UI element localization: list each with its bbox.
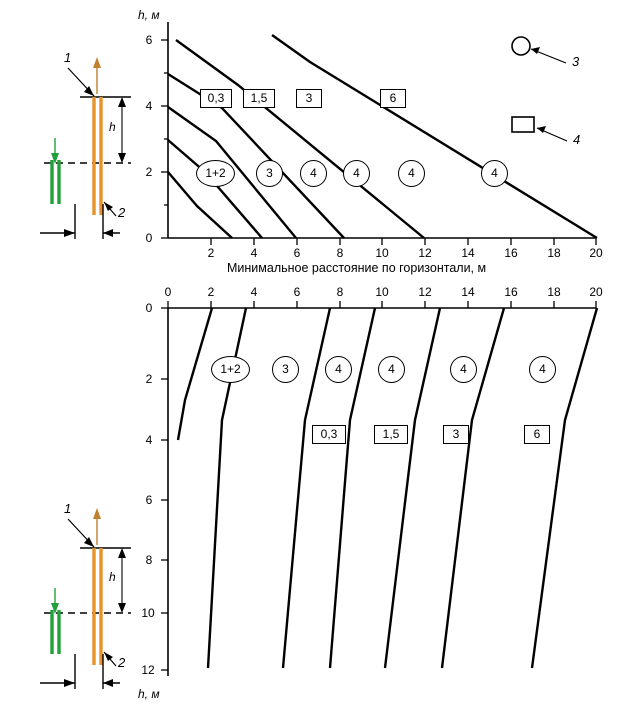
bottom-y-tick-0: 0 [145, 301, 153, 315]
top-diagram-h-label: h [109, 120, 116, 134]
top-x-tick-2: 2 [207, 246, 215, 260]
bottom-x-tick-18: 18 [547, 285, 561, 299]
bottom-circle-label-5: 4 [529, 356, 556, 383]
top-x-tick-20: 20 [589, 246, 603, 260]
top-x-tick-4: 4 [250, 246, 258, 260]
bottom-y-tick-12: 12 [141, 663, 155, 677]
top-circle-label-4: 4 [398, 160, 425, 187]
bottom-circle-label-0: 1+2 [211, 356, 250, 383]
bottom-x-tick-4: 4 [250, 285, 258, 299]
legend-circle-symbol [512, 37, 530, 55]
top-y-tick-6: 6 [145, 33, 153, 47]
bottom-diagram-h-dimension [118, 548, 126, 613]
bottom-y-tick-8: 8 [145, 553, 153, 567]
bottom-circle-label-2: 4 [325, 356, 352, 383]
bottom-x-tick-14: 14 [461, 285, 475, 299]
top-box-label-3: 6 [380, 89, 406, 108]
bottom-x-tick-12: 12 [418, 285, 432, 299]
bottom-x-tick-10: 10 [375, 285, 389, 299]
top-diagram-callout1-leader [68, 68, 94, 96]
legend-square-symbol [512, 117, 534, 132]
bottom-diagram-callout-1: 1 [64, 501, 72, 516]
bottom-box-label-0: 0,3 [312, 425, 346, 444]
bottom-diagram-orange-arrow [93, 508, 101, 545]
bottom-y-tick-4: 4 [145, 433, 153, 447]
top-circle-label-0: 1+2 [196, 160, 235, 187]
top-y-tick-4: 4 [145, 99, 153, 113]
top-y-tick-2: 2 [145, 165, 153, 179]
bottom-box-label-2: 3 [443, 425, 469, 444]
middle-axis-title: Минимальное расстояние по горизонтали, м [227, 261, 487, 275]
bottom-x-tick-0: 0 [164, 285, 172, 299]
top-x-tick-16: 16 [504, 246, 518, 260]
bottom-box-label-1: 1,5 [374, 425, 408, 444]
bottom-circle-label-4: 4 [450, 356, 477, 383]
bottom-x-tick-6: 6 [293, 285, 301, 299]
top-circle-label-1: 3 [256, 160, 283, 187]
legend-circle-label: 3 [572, 54, 580, 69]
bottom-circle-label-3: 4 [378, 356, 405, 383]
top-chart-y-axis-label: h, м [138, 8, 160, 22]
bottom-diagram-callout-2: 2 [118, 655, 126, 670]
top-box-label-0: 0,3 [200, 89, 232, 108]
bottom-diagram-callout2-leader [104, 652, 116, 666]
top-x-tick-12: 12 [418, 246, 432, 260]
top-x-tick-18: 18 [547, 246, 561, 260]
top-y-tick-0: 0 [145, 231, 153, 245]
bottom-diagram-h-label: h [109, 570, 116, 584]
bottom-x-tick-16: 16 [504, 285, 518, 299]
legend-square-label: 4 [573, 132, 581, 147]
top-x-tick-6: 6 [293, 246, 301, 260]
bottom-y-tick-10: 10 [141, 606, 155, 620]
top-box-label-2: 3 [296, 89, 322, 108]
bottom-y-tick-2: 2 [145, 372, 153, 386]
bottom-chart-y-axis-label: h, м [138, 687, 160, 701]
bottom-x-tick-2: 2 [207, 285, 215, 299]
bottom-diagram-green-bars [52, 610, 59, 654]
bottom-box-label-3: 6 [524, 425, 550, 444]
top-diagram-callout-1: 1 [64, 50, 72, 65]
top-diagram-orange-bars [94, 97, 101, 215]
top-box-label-1: 1,5 [243, 89, 275, 108]
top-diagram-orange-arrow [93, 57, 101, 94]
top-x-tick-10: 10 [375, 246, 389, 260]
bottom-diagram-orange-bars [94, 548, 101, 665]
bottom-y-tick-6: 6 [145, 493, 153, 507]
bottom-diagram-callout1-leader [68, 519, 94, 547]
top-circle-label-3: 4 [343, 160, 370, 187]
top-diagram-green-bars [52, 160, 59, 204]
top-x-tick-8: 8 [336, 246, 344, 260]
bottom-circle-label-1: 3 [272, 356, 299, 383]
top-diagram-callout-2: 2 [118, 205, 126, 220]
top-x-tick-14: 14 [461, 246, 475, 260]
top-circle-label-2: 4 [300, 160, 327, 187]
top-diagram-callout2-leader [104, 202, 116, 216]
bottom-x-tick-20: 20 [589, 285, 603, 299]
top-circle-label-5: 4 [481, 160, 508, 187]
top-diagram-h-dimension [118, 97, 126, 163]
bottom-x-tick-8: 8 [336, 285, 344, 299]
top-chart-curves [168, 35, 597, 238]
